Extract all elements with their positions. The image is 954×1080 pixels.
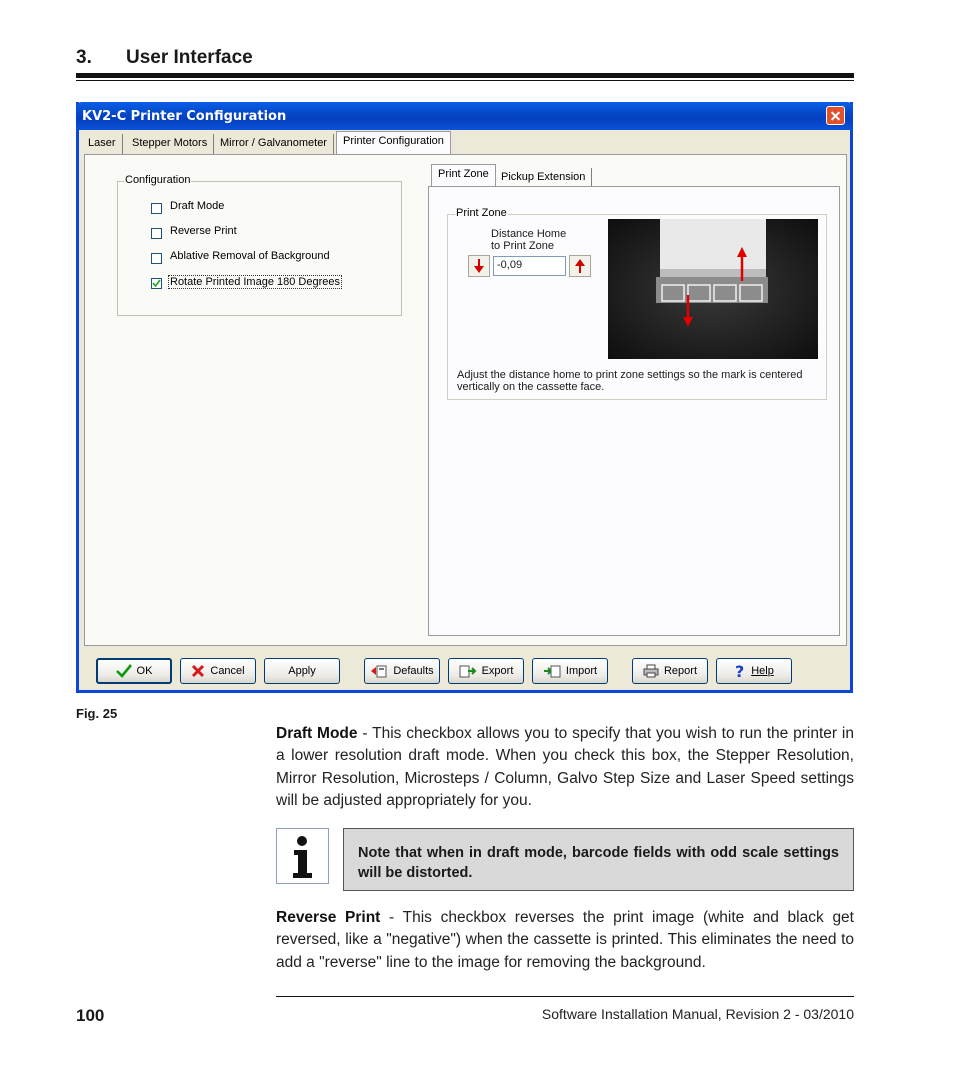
ok-label: OK	[136, 665, 153, 677]
print-zone-group-label: Print Zone	[456, 207, 507, 219]
question-mark-icon	[734, 663, 746, 679]
help-label: Help	[751, 665, 774, 677]
decrease-distance-button[interactable]	[468, 255, 490, 277]
draft-mode-paragraph	[276, 723, 854, 812]
close-button[interactable]	[826, 106, 845, 125]
svg-text:?: ?	[735, 663, 745, 679]
print-zone-help	[457, 369, 822, 393]
print-zone-help-line2: vertically on the cassette face.	[457, 381, 605, 393]
cancel-button[interactable]	[180, 658, 256, 684]
cassette-illustration	[608, 219, 818, 359]
note-box: Note that when in draft mode, barcode fields with odd scale settings will be distorted.	[343, 828, 854, 891]
header-rule	[76, 73, 854, 78]
report-button[interactable]	[632, 658, 708, 684]
report-label: Report	[663, 665, 698, 677]
distance-label-line2: to Print Zone	[491, 240, 554, 252]
reverse-print-text: - This checkbox reverses the print image (white and black get reversed, like a "negative") when the cassette is printed. This eliminates the need to add a "reverse" line to the image for removing the background.	[276, 909, 854, 971]
rotate-image-checkbox[interactable]	[151, 278, 162, 289]
figure-caption: Fig. 25	[76, 706, 118, 721]
help-button[interactable]	[716, 658, 792, 684]
section-number: 3.	[76, 47, 92, 68]
subtab-print-zone[interactable]: Print Zone	[431, 164, 496, 188]
draft-mode-checkbox[interactable]	[151, 203, 162, 214]
subtab-pickup-extension[interactable]: Pickup Extension	[495, 168, 592, 188]
reverse-print-paragraph	[276, 907, 854, 974]
reverse-print-heading: Reverse Print	[276, 909, 381, 926]
reverse-print-label[interactable]: Reverse Print	[170, 225, 237, 237]
apply-button[interactable]	[264, 658, 340, 684]
cancel-x-icon	[191, 664, 205, 678]
distance-label	[491, 228, 566, 252]
tab-laser[interactable]: Laser	[82, 134, 123, 154]
ablative-removal-label[interactable]: Ablative Removal of Background	[170, 250, 330, 262]
manual-title: Software Installation Manual, Revision 2 - 03/2010	[541, 1006, 854, 1022]
header-rule-thin	[76, 80, 854, 81]
cancel-label: Cancel	[210, 665, 245, 677]
ablative-removal-checkbox[interactable]	[151, 253, 162, 264]
arrow-down-icon	[469, 256, 489, 276]
apply-label: Apply	[288, 665, 316, 677]
export-icon	[459, 664, 477, 678]
reverse-print-checkbox[interactable]	[151, 228, 162, 239]
distance-label-line1: Distance Home	[491, 228, 567, 240]
defaults-button[interactable]	[364, 658, 440, 684]
import-button[interactable]	[532, 658, 608, 684]
configuration-group-label: Configuration	[125, 174, 191, 186]
increase-distance-button[interactable]	[569, 255, 591, 277]
distance-input[interactable]: -0,09	[493, 256, 566, 276]
info-icon	[276, 828, 329, 884]
draft-mode-heading: Draft Mode	[276, 725, 358, 742]
printer-icon	[643, 664, 659, 678]
rotate-image-label[interactable]: Rotate Printed Image 180 Degrees	[170, 276, 340, 288]
page-number: 100	[76, 1006, 105, 1025]
import-label: Import	[565, 665, 598, 677]
configuration-groupbox	[117, 181, 402, 316]
arrow-up-icon	[570, 256, 590, 276]
defaults-label: Defaults	[393, 665, 434, 677]
checkmark-icon	[116, 664, 132, 678]
checkmark-icon	[152, 279, 161, 288]
tab-printer-configuration[interactable]: Printer Configuration	[336, 131, 451, 155]
section-title: User Interface	[126, 47, 253, 68]
draft-mode-text: - This checkbox allows you to specify that you wish to run the printer in a lower resolution draft mode. When you check this box, the Stepper Resolution, Mirror Resolution, Microsteps / Column, Galvo Step Size and Laser Speed settings will be adjusted appropriately for you.	[276, 725, 854, 809]
defaults-icon	[370, 664, 388, 678]
print-zone-help-line1: Adjust the distance home to print zone settings so the mark is centered	[457, 369, 803, 381]
draft-mode-label[interactable]: Draft Mode	[170, 200, 225, 212]
export-button[interactable]	[448, 658, 524, 684]
import-icon	[543, 664, 561, 678]
tab-mirror-galvanometer[interactable]: Mirror / Galvanometer	[214, 134, 334, 154]
footer-rule	[276, 996, 854, 997]
ok-button[interactable]	[96, 658, 172, 684]
tab-stepper-motors[interactable]: Stepper Motors	[126, 134, 214, 154]
export-label: Export	[481, 665, 514, 677]
window-title: KV2-C Printer Configuration	[82, 109, 287, 124]
